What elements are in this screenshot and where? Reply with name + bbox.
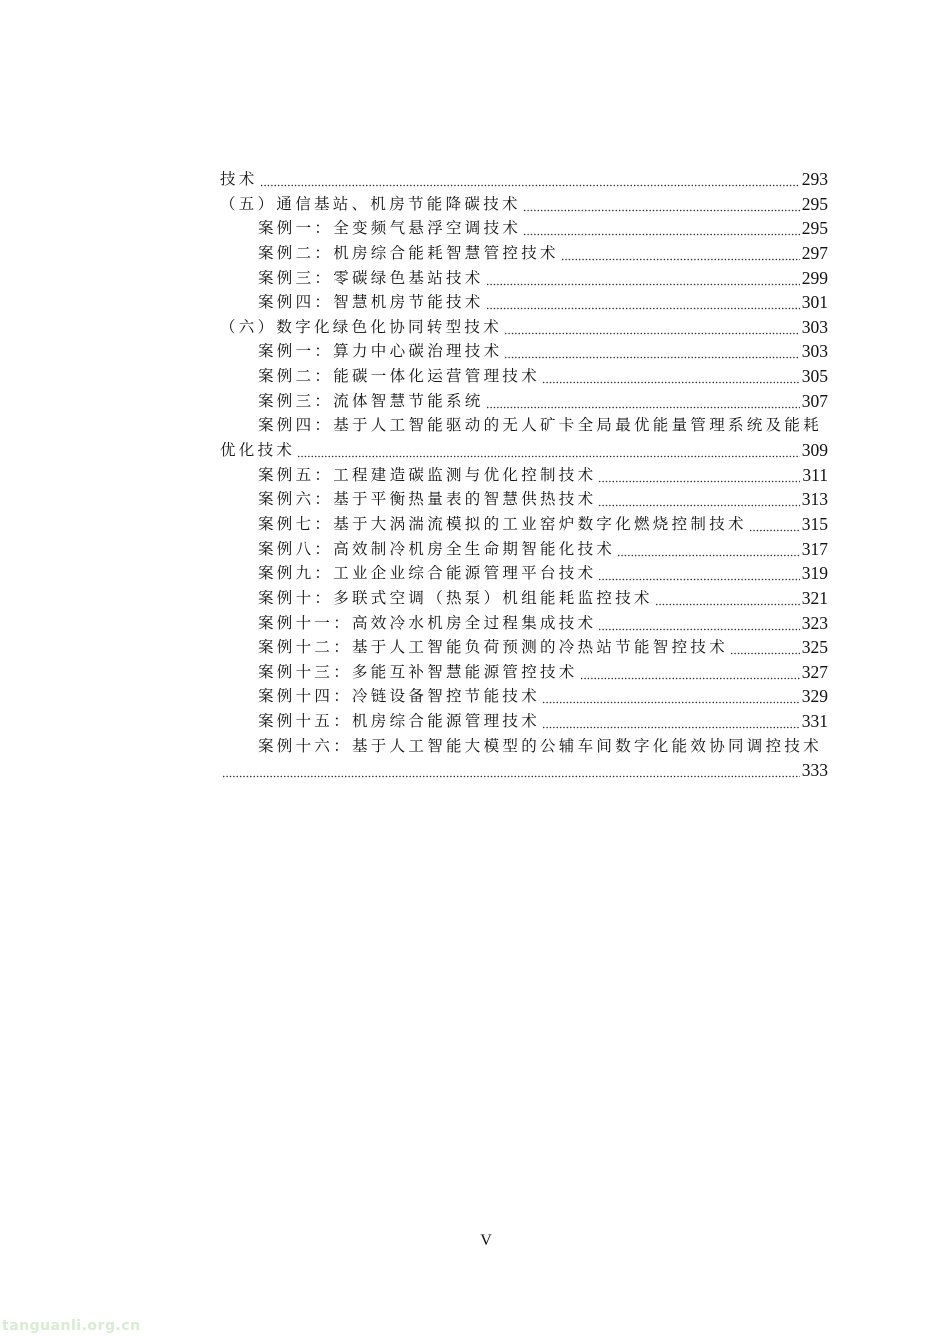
dot-leader xyxy=(598,561,799,586)
toc-entry-page: 325 xyxy=(801,637,828,658)
toc-entry-page: 299 xyxy=(801,267,828,288)
toc-entry[interactable] xyxy=(220,167,828,192)
toc-entry-title: 案例五：工程建造碳监测与优化控制技术 xyxy=(258,465,597,484)
toc-entry-title: （六）数字化绿色化协同转型技术 xyxy=(220,317,503,336)
toc-entry[interactable] xyxy=(220,413,828,438)
dot-leader xyxy=(523,192,800,217)
toc-entry-page: 295 xyxy=(801,218,828,239)
toc-entry-title: 案例八：高效制冷机房全生命期智能化技术 xyxy=(258,539,616,558)
toc-entry[interactable] xyxy=(220,266,828,291)
toc-entry-page: 295 xyxy=(801,193,828,214)
toc-entry[interactable] xyxy=(220,438,828,463)
toc-entry[interactable] xyxy=(220,463,828,488)
dot-leader xyxy=(598,463,800,488)
watermark: tanguanli.org.cn xyxy=(2,1318,141,1334)
toc-entry-title: 案例一：全变频气悬浮空调技术 xyxy=(258,219,522,238)
toc-entry[interactable] xyxy=(220,684,828,709)
toc-entry[interactable] xyxy=(220,709,828,734)
toc-entry-title: 案例四：智慧机房节能技术 xyxy=(258,293,484,312)
toc-entry[interactable] xyxy=(220,241,828,266)
toc-entry[interactable] xyxy=(220,487,828,512)
dot-leader xyxy=(222,758,800,783)
toc-entry-title: 案例十：多联式空调（热泵）机组能耗监控技术 xyxy=(258,588,653,607)
toc-entry-title: 优化技术 xyxy=(220,441,296,460)
toc-entry[interactable] xyxy=(220,635,828,660)
toc-entry-page: 305 xyxy=(801,366,828,387)
toc-entry-title: 案例一：算力中心碳治理技术 xyxy=(258,342,503,361)
toc-entry-page: 323 xyxy=(801,612,828,633)
dot-leader xyxy=(542,684,800,709)
dot-leader xyxy=(655,586,800,611)
toc-entry-page: 309 xyxy=(801,440,828,461)
toc-entry-page: 303 xyxy=(801,316,828,337)
toc-entry[interactable] xyxy=(220,216,828,241)
dot-leader xyxy=(297,438,800,463)
toc-entry-title: 案例十三：多能互补智慧能源管控技术 xyxy=(258,662,578,681)
dot-leader xyxy=(486,290,800,315)
toc-entry[interactable] xyxy=(220,586,828,611)
toc-entry[interactable] xyxy=(220,315,828,340)
dot-leader xyxy=(617,537,800,562)
toc-entry-page: 301 xyxy=(801,292,828,313)
toc-entry-title: 案例二：能碳一体化运营管理技术 xyxy=(258,367,541,386)
toc-entry-page: 333 xyxy=(801,760,828,781)
dot-leader xyxy=(580,660,800,685)
toc-entry-title: 案例九：工业企业综合能源管理平台技术 xyxy=(258,564,597,583)
dot-leader xyxy=(598,611,799,636)
dot-leader xyxy=(749,512,800,537)
toc-entry[interactable] xyxy=(220,561,828,586)
toc-entry-title: 案例二：机房综合能耗智慧管控技术 xyxy=(258,243,559,262)
toc-entry-page: 307 xyxy=(801,390,828,411)
toc-entry-page: 321 xyxy=(801,587,828,608)
toc-entry-title: 案例四：基于人工智能驱动的无人矿卡全局最优能量管理系统及能耗 xyxy=(258,416,823,435)
toc-entry[interactable] xyxy=(220,537,828,562)
toc-entry-page: 329 xyxy=(801,686,828,707)
toc-entry-title: 案例七：基于大涡湍流模拟的工业窑炉数字化燃烧控制技术 xyxy=(258,514,747,533)
table-of-contents xyxy=(220,167,828,783)
dot-leader xyxy=(504,315,800,340)
dot-leader xyxy=(486,266,800,291)
dot-leader xyxy=(730,635,800,660)
toc-entry-page: 297 xyxy=(801,242,828,263)
toc-entry[interactable] xyxy=(220,192,828,217)
toc-entry[interactable] xyxy=(220,611,828,636)
toc-entry[interactable] xyxy=(220,660,828,685)
dot-leader xyxy=(542,364,800,389)
dot-leader xyxy=(260,167,800,192)
toc-entry-title: 案例十五：机房综合能源管理技术 xyxy=(258,712,541,731)
toc-entry[interactable] xyxy=(220,290,828,315)
toc-entry[interactable] xyxy=(220,339,828,364)
toc-entry-title: 案例三：零碳绿色基站技术 xyxy=(258,268,484,287)
toc-entry[interactable] xyxy=(220,758,828,783)
toc-entry-page: 293 xyxy=(801,168,828,189)
toc-entry-page: 303 xyxy=(801,341,828,362)
toc-entry-title: 案例十四：冷链设备智控节能技术 xyxy=(258,687,541,706)
toc-entry-page: 319 xyxy=(801,563,828,584)
dot-leader xyxy=(598,487,799,512)
dot-leader xyxy=(523,216,800,241)
toc-entry-title: 案例六：基于平衡热量表的智慧供热技术 xyxy=(258,490,597,509)
toc-entry-title: 案例十二：基于人工智能负荷预测的冷热站节能智控技术 xyxy=(258,638,729,657)
dot-leader xyxy=(504,339,799,364)
toc-entry-title: 案例三：流体智慧节能系统 xyxy=(258,391,484,410)
toc-entry-title: 案例十一：高效冷水机房全过程集成技术 xyxy=(258,613,597,632)
toc-entry[interactable] xyxy=(220,734,828,759)
toc-entry[interactable] xyxy=(220,364,828,389)
toc-entry-title: （五）通信基站、机房节能降碳技术 xyxy=(220,194,521,213)
toc-entry-page: 315 xyxy=(801,513,828,534)
toc-entry-page: 327 xyxy=(801,661,828,682)
dot-leader xyxy=(486,389,800,414)
toc-entry[interactable] xyxy=(220,389,828,414)
toc-entry-page: 311 xyxy=(802,464,828,485)
toc-entry-title: 案例十六：基于人工智能大模型的公辅车间数字化能效协同调控技术 xyxy=(258,736,823,755)
dot-leader xyxy=(542,709,800,734)
toc-entry-page: 331 xyxy=(801,711,828,732)
toc-entry-page: 313 xyxy=(801,489,828,510)
toc-entry-page: 317 xyxy=(801,538,828,559)
dot-leader xyxy=(561,241,800,266)
page-number: V xyxy=(480,1232,492,1249)
toc-entry-title: 技术 xyxy=(220,169,258,188)
toc-entry[interactable] xyxy=(220,512,828,537)
